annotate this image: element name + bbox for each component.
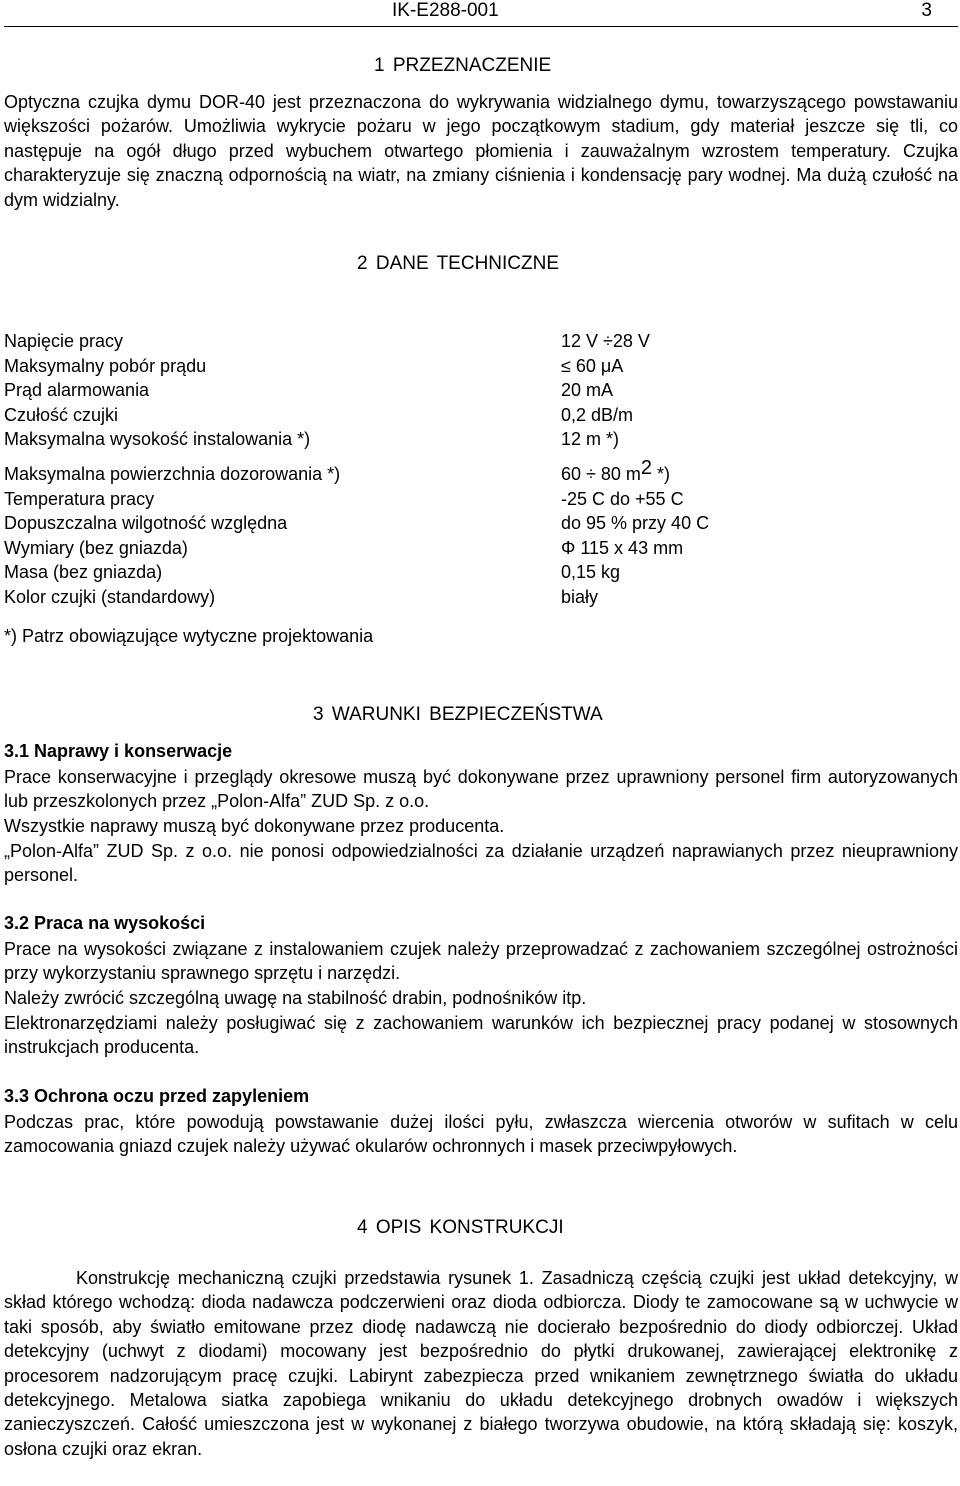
page-header bbox=[4, 0, 958, 27]
spec-value: 12 m *) bbox=[561, 429, 620, 449]
spec-value: Φ 115 x 43 mm bbox=[561, 538, 684, 558]
subsection-title: 3.2 Praca na wysokości bbox=[4, 913, 206, 933]
paragraph: Wszystkie naprawy muszą być dokonywane przez producenta. bbox=[4, 816, 505, 836]
spec-row bbox=[4, 331, 958, 355]
subsection-title: 3.1 Naprawy i konserwacje bbox=[4, 741, 233, 761]
paragraph: Prace konserwacyjne i przeglądy okresowe muszą być dokonywane przez uprawniony personel firm autoryzowanych lub przeszkolonych przez „Polon-Alfa” ZUD Sp. z o.o. bbox=[4, 767, 958, 812]
spec-label: Czułość czujki bbox=[4, 405, 119, 425]
spec-value: do 95 % przy 40 C bbox=[561, 513, 710, 533]
spec-row bbox=[4, 405, 958, 429]
section-2-title: 2 DANE TECHNICZNE bbox=[357, 253, 560, 274]
section-1-title: 1 PRZEZNACZENIE bbox=[374, 55, 552, 76]
spec-value: 0,2 dB/m bbox=[561, 405, 634, 425]
spec-label: Prąd alarmowania bbox=[4, 380, 150, 400]
spec-row bbox=[4, 356, 958, 380]
paragraph: „Polon-Alfa” ZUD Sp. z o.o. nie ponosi odpowiedzialności za działanie urządzeń naprawianych przez nieuprawniony personel. bbox=[4, 841, 958, 886]
spec-row bbox=[4, 429, 958, 453]
spec-label: Wymiary (bez gniazda) bbox=[4, 538, 188, 558]
spec-row bbox=[4, 587, 958, 611]
spec-label: Dopuszczalna wilgotność względna bbox=[4, 513, 288, 533]
paragraph: Elektronarzędziami należy posługiwać się z zachowaniem warunków ich bezpiecznej pracy podanej w stosownych instrukcjach producenta. bbox=[4, 1013, 958, 1058]
spec-value: ≤ 60 μA bbox=[561, 356, 624, 376]
section-4-title: 4 OPIS KONSTRUKCJI bbox=[357, 1217, 564, 1238]
spec-value: 0,15 kg bbox=[561, 562, 621, 582]
spec-value: -25 C do +55 C bbox=[561, 489, 684, 509]
spec-label: Maksymalna powierzchnia dozorowania *) bbox=[4, 464, 341, 484]
subsection-title: 3.3 Ochrona oczu przed zapyleniem bbox=[4, 1086, 310, 1106]
spec-value: biały bbox=[561, 587, 599, 607]
spec-value: 12 V ÷28 V bbox=[561, 331, 650, 351]
section-3-title: 3 WARUNKI BEZPIECZEŃSTWA bbox=[313, 704, 603, 725]
document-id: IK-E288-001 bbox=[392, 0, 499, 21]
spec-row bbox=[4, 513, 958, 537]
paragraph: Podczas prac, które powodują powstawanie dużej ilości pyłu, zwłaszcza wiercenia otworów w sufitach w celu zamocowania gniazd czujek należy używać okularów ochronnych i masek przeciwpyłowych. bbox=[4, 1112, 958, 1157]
spec-label: Masa (bez gniazda) bbox=[4, 562, 163, 582]
spec-label: Maksymalna wysokość instalowania *) bbox=[4, 429, 311, 449]
spec-value: 20 mA bbox=[561, 380, 614, 400]
spec-row bbox=[4, 489, 958, 513]
spec-row bbox=[4, 457, 958, 488]
spec-value-suffix: *) bbox=[652, 464, 671, 484]
spec-label: Maksymalny pobór prądu bbox=[4, 356, 207, 376]
paragraph: Należy zwrócić szczególną uwagę na stabilność drabin, podnośników itp. bbox=[4, 988, 587, 1008]
spec-label: Napięcie pracy bbox=[4, 331, 124, 351]
spec-label: Temperatura pracy bbox=[4, 489, 155, 509]
spec-value-area bbox=[561, 457, 671, 485]
superscript: 2 bbox=[640, 457, 653, 479]
spec-row bbox=[4, 562, 958, 586]
spec-value: 60 ÷ 80 m bbox=[561, 464, 641, 484]
section-4-body: Konstrukcję mechaniczną czujki przedstawia rysunek 1. Zasadniczą częścią czujki jest układ detekcyjny, w skład którego wchodzą: dioda nadawcza podczerwieni oraz dioda odbiorcza. Diody te zamocowane są w uchwycie w taki sposób, aby światło emitowane przez diodę nadawczą nie docierało bezpośrednio do diody odbiorczej. Układ detekcyjny (uchwyt z diodami) mocowany jest bezpośrednio do płytki drukowanej, zawierającej elektronikę z procesorem nadzorującym pracę czujki. Labirynt zabezpiecza przed wnikaniem zewnętrznego światła do układu detekcyjnego. Metalowa siatka zapobiega wnikaniu do układu detekcyjnego drobnych owadów i większych zanieczyszczeń. Całość umieszczona jest w wykonanej z białego tworzywa obudowie, na którą składają się: koszyk, osłona czujki oraz ekran. bbox=[4, 1268, 958, 1459]
paragraph: Prace na wysokości związane z instalowaniem czujek należy przeprowadzać z zachowaniem szczególnej ostrożności przy wykorzystaniu sprawnego sprzętu i narzędzi. bbox=[4, 939, 958, 984]
section-1-body: Optyczna czujka dymu DOR-40 jest przeznaczona do wykrywania widzialnego dymu, towarzyszącego powstawaniu większości pożarów. Umożliwia wykrycie pożaru w jego początkowym stadium, gdy materiał jeszcze się tli, co następuje na ogół długo przed wybuchem otwartego płomienia i zauważalnym wzrostem temperatury. Czujka charakteryzuje się znaczną odpornością na wiatr, na zmiany ciśnienia i kondensację pary wodnej. Ma dużą czułość na dym widzialny. bbox=[4, 92, 958, 210]
spec-label: Kolor czujki (standardowy) bbox=[4, 587, 216, 607]
spec-row bbox=[4, 380, 958, 404]
spec-row bbox=[4, 538, 958, 562]
page-number: 3 bbox=[921, 0, 932, 21]
footnote: *) Patrz obowiązujące wytyczne projektowania bbox=[4, 626, 374, 646]
